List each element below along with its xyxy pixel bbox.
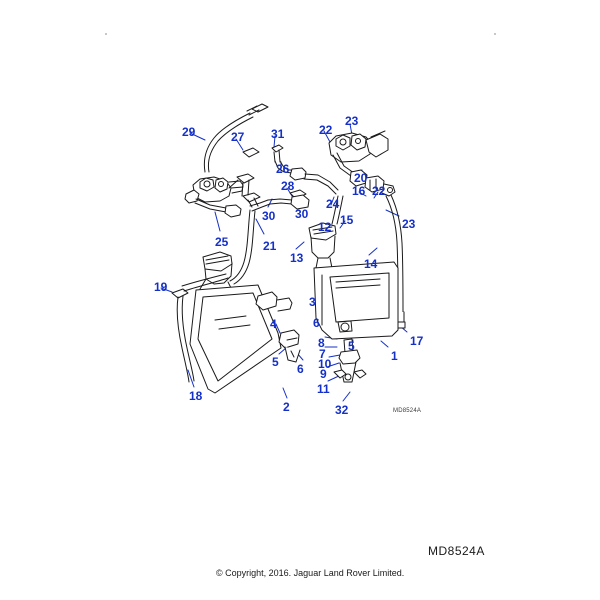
pipe-network	[229, 145, 338, 211]
speck-right	[494, 33, 496, 35]
part-code-small: MD8524A	[393, 408, 422, 414]
callout-22-lower: 22	[372, 184, 386, 198]
callout-3: 3	[309, 295, 316, 309]
callout-9: 9	[320, 367, 327, 381]
callout-6-lower: 6	[297, 362, 304, 376]
callout-31: 31	[271, 127, 285, 141]
callout-24: 24	[326, 197, 340, 211]
cooler-assembly	[172, 210, 300, 393]
callout-32: 32	[335, 403, 349, 417]
callout-26: 26	[276, 162, 290, 176]
callout-20: 20	[354, 171, 368, 185]
callout-13: 13	[290, 251, 304, 265]
callout-17: 17	[410, 334, 424, 348]
callout-4: 4	[270, 317, 277, 331]
callout-5-right: 5	[348, 339, 355, 353]
callout-22-upper: 22	[319, 123, 333, 137]
callout-21: 21	[263, 239, 277, 253]
callout-18: 18	[189, 389, 203, 403]
callout-30-right: 30	[295, 207, 309, 221]
speck-left	[105, 33, 107, 35]
copyright-notice: © Copyright, 2016. Jaguar Land Rover Limited.	[216, 568, 405, 578]
callout-25: 25	[215, 235, 229, 249]
callout-30-left: 30	[262, 209, 276, 223]
callout-14: 14	[364, 257, 378, 271]
callout-28: 28	[281, 179, 295, 193]
callout-16: 16	[352, 184, 366, 198]
callout-23-upper: 23	[345, 114, 359, 128]
callout-29: 29	[182, 125, 196, 139]
callout-11: 11	[317, 382, 330, 396]
callout-5-left: 5	[272, 355, 279, 369]
callout-19: 19	[154, 280, 168, 294]
callout-27: 27	[231, 130, 245, 144]
callout-1: 1	[391, 349, 398, 363]
callout-15: 15	[340, 213, 354, 227]
part-code-main: MD8524A	[428, 544, 485, 558]
callout-2: 2	[283, 400, 290, 414]
callout-7: 7	[319, 347, 326, 361]
callout-12: 12	[318, 220, 332, 234]
callout-8: 8	[318, 336, 325, 350]
callout-10: 10	[318, 357, 332, 371]
callout-23-lower: 23	[402, 217, 416, 231]
callout-6-upper: 6	[313, 316, 320, 330]
